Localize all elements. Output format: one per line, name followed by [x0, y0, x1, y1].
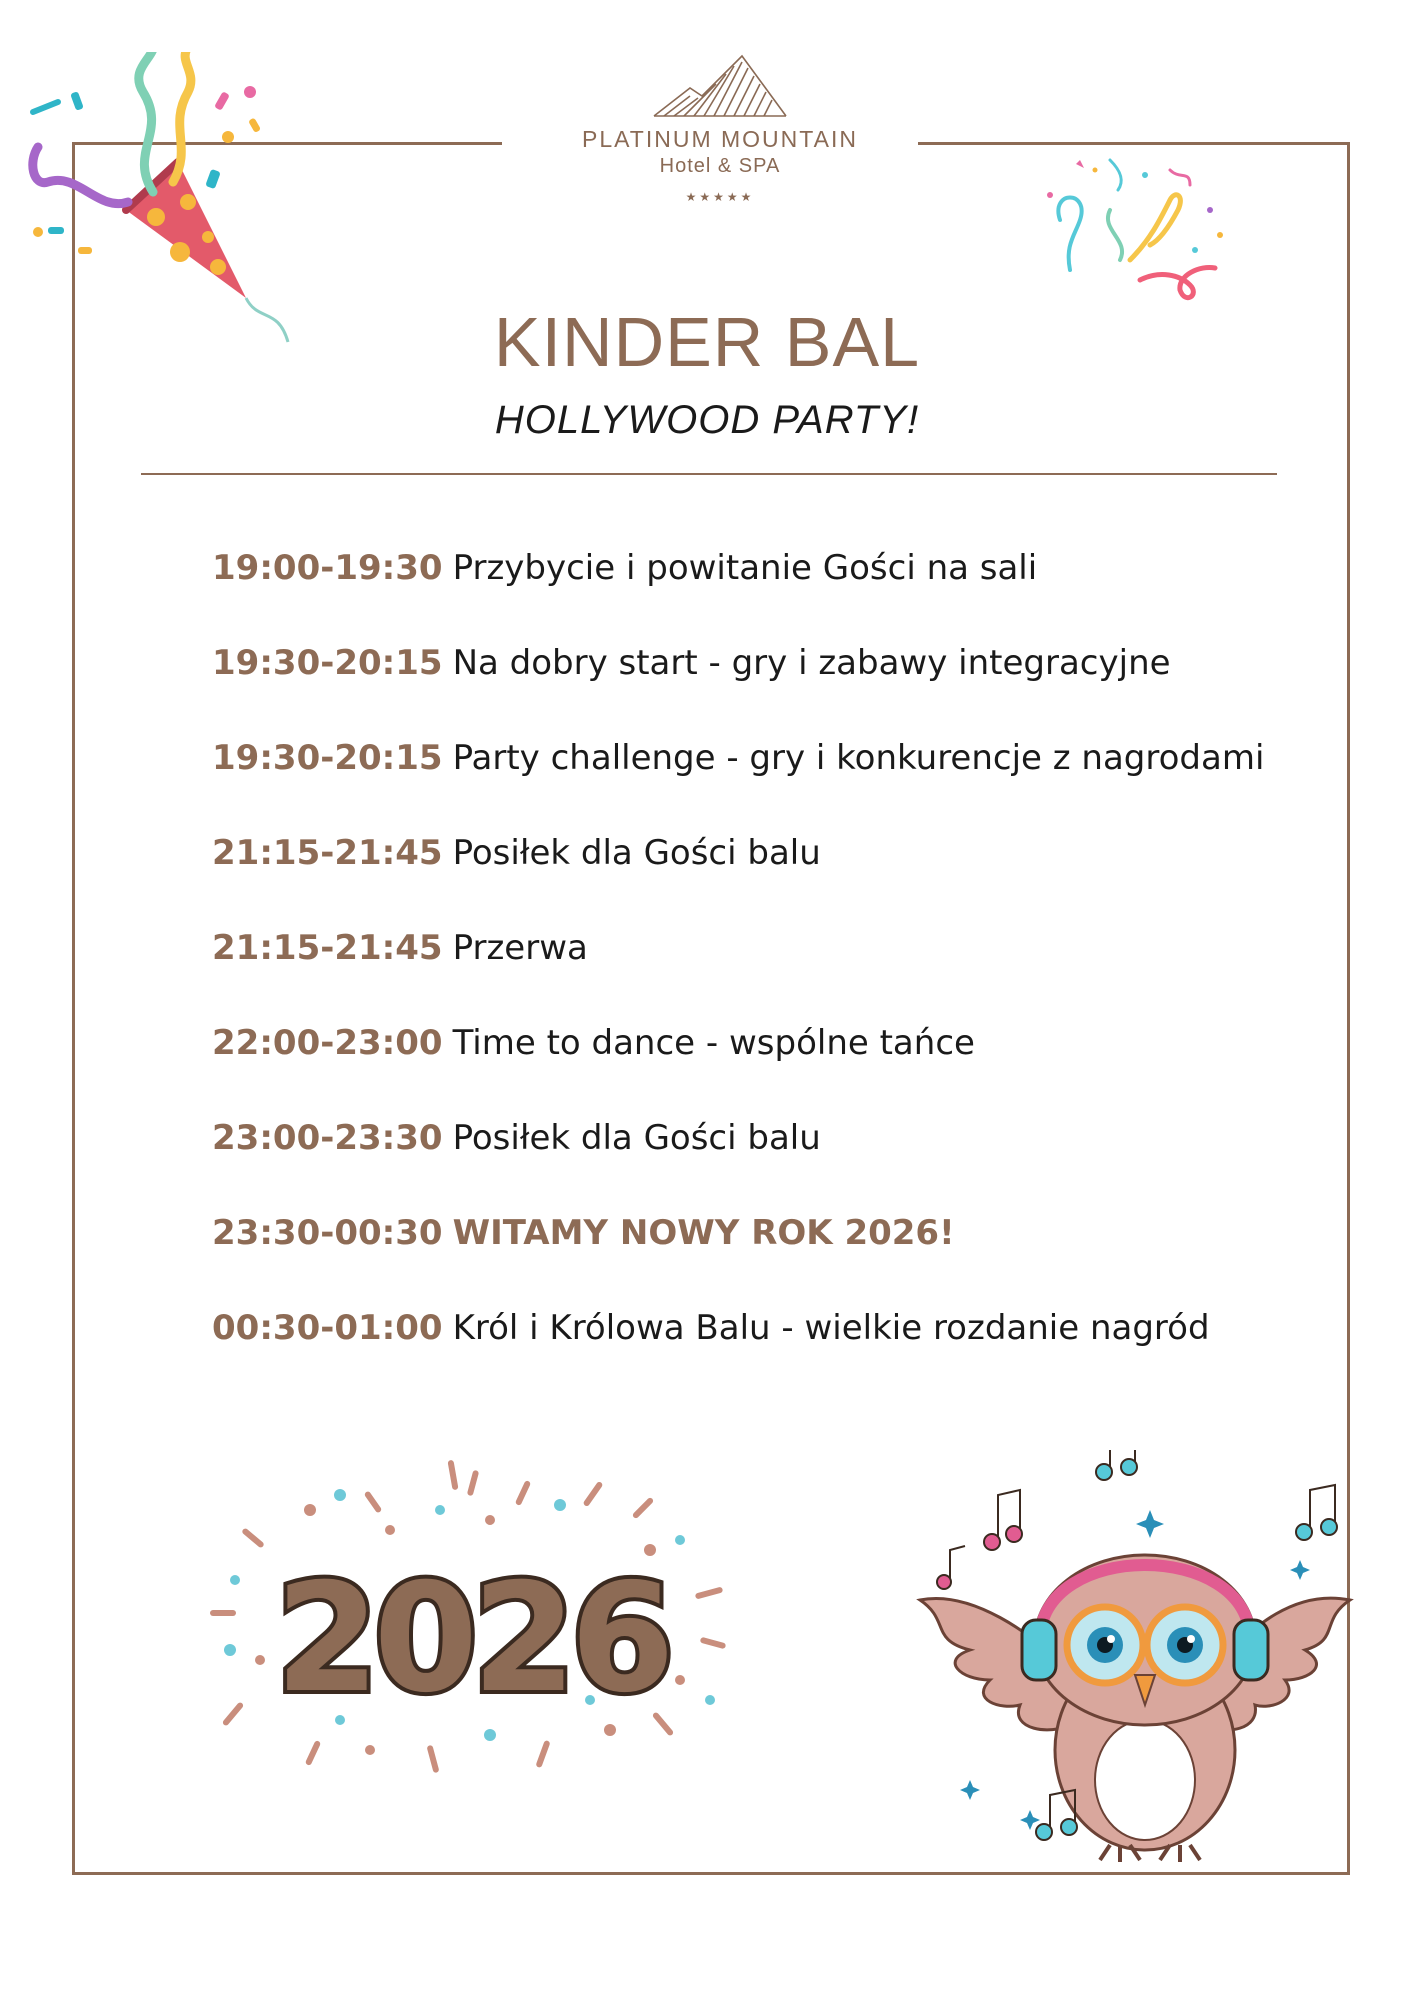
- hotel-logo: [560, 50, 880, 204]
- schedule-time: 22:00-23:00: [212, 1023, 443, 1063]
- year-2026-graphic: [190, 1450, 750, 1790]
- schedule-description: Time to dance - wspólne tańce: [452, 1023, 975, 1063]
- schedule-time: 23:00-23:30: [212, 1118, 443, 1158]
- hotel-stars: ★★★★★: [685, 190, 755, 204]
- schedule-row: [212, 1308, 1312, 1403]
- frame-bottom: [72, 1872, 1350, 1875]
- schedule-description: Posiłek dla Gości balu: [452, 833, 821, 873]
- schedule-description: Party challenge - gry i konkurencje z nagrodami: [452, 738, 1265, 778]
- schedule-row: [212, 548, 1312, 643]
- owl-dj-illustration: [910, 1450, 1370, 1870]
- schedule-description: Król i Królowa Balu - wielkie rozdanie nagród: [452, 1308, 1210, 1348]
- schedule-description: Przybycie i powitanie Gości na sali: [452, 548, 1038, 588]
- hotel-subtitle: Hotel & SPA: [659, 155, 781, 177]
- schedule-time: 19:00-19:30: [212, 548, 443, 588]
- schedule-description: Posiłek dla Gości balu: [452, 1118, 821, 1158]
- mountain-logo-icon: [650, 50, 790, 120]
- schedule-time: 19:30-20:15: [212, 643, 443, 683]
- schedule-description: WITAMY NOWY ROK 2026!: [452, 1213, 955, 1253]
- schedule-list: [212, 548, 1312, 1403]
- schedule-time: 21:15-21:45: [212, 928, 443, 968]
- schedule-row: [212, 1023, 1312, 1118]
- schedule-row-new-year: [212, 1213, 1312, 1308]
- schedule-time: 00:30-01:00: [212, 1308, 443, 1348]
- frame-top-right: [918, 142, 1350, 145]
- schedule-description: Na dobry start - gry i zabawy integracyjne: [452, 643, 1171, 683]
- schedule-row: [212, 643, 1312, 738]
- schedule-row: [212, 833, 1312, 928]
- event-subtitle: HOLLYWOOD PARTY!: [494, 398, 920, 442]
- schedule-description: Przerwa: [452, 928, 588, 968]
- event-title: KINDER BAL: [493, 303, 921, 381]
- schedule-time: 21:15-21:45: [212, 833, 443, 873]
- schedule-time: 23:30-00:30: [212, 1213, 443, 1253]
- schedule-row: [212, 1118, 1312, 1213]
- confetti-icon: [1040, 150, 1240, 310]
- schedule-time: 19:30-20:15: [212, 738, 443, 778]
- hotel-name: PLATINUM MOUNTAIN: [582, 126, 858, 152]
- year-2026-text: 2026: [275, 1552, 669, 1726]
- schedule-row: [212, 738, 1312, 833]
- title-divider: [141, 473, 1277, 475]
- schedule-row: [212, 928, 1312, 1023]
